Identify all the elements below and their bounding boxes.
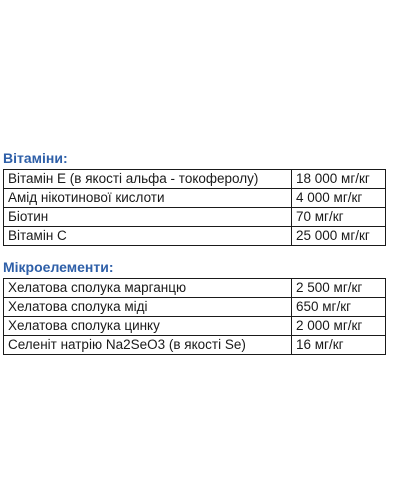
- microelement-value-cell: 650 мг/кг: [292, 298, 386, 317]
- vitamins-heading: Вітаміни:: [3, 150, 68, 166]
- table-row: [4, 298, 386, 317]
- microelement-value-cell: 2 500 мг/кг: [292, 279, 386, 298]
- vitamin-name-cell: Амід нікотинової кислоти: [4, 189, 292, 208]
- microelement-name-cell: Селеніт натрію Na2SeO3 (в якості Se): [4, 336, 292, 355]
- vitamins-table: [3, 169, 386, 246]
- vitamin-value-cell: 25 000 мг/кг: [292, 227, 386, 246]
- vitamin-value-cell: 4 000 мг/кг: [292, 189, 386, 208]
- microelement-name-cell: Хелатова сполука міді: [4, 298, 292, 317]
- microelement-value-cell: 2 000 мг/кг: [292, 317, 386, 336]
- table-row: [4, 208, 386, 227]
- vitamin-name-cell: Біотин: [4, 208, 292, 227]
- microelement-name-cell: Хелатова сполука марганцю: [4, 279, 292, 298]
- microelement-value-cell: 16 мг/кг: [292, 336, 386, 355]
- table-row: [4, 170, 386, 189]
- microelements-table: [3, 278, 386, 355]
- table-row: [4, 189, 386, 208]
- vitamin-name-cell: Вітамін Е (в якості альфа - токоферолу): [4, 170, 292, 189]
- vitamin-value-cell: 70 мг/кг: [292, 208, 386, 227]
- microelement-name-cell: Хелатова сполука цинку: [4, 317, 292, 336]
- table-row: [4, 227, 386, 246]
- vitamin-value-cell: 18 000 мг/кг: [292, 170, 386, 189]
- microelements-heading: Мікроелементи:: [3, 259, 114, 275]
- table-row: [4, 317, 386, 336]
- vitamin-name-cell: Вітамін С: [4, 227, 292, 246]
- table-row: [4, 279, 386, 298]
- table-row: [4, 336, 386, 355]
